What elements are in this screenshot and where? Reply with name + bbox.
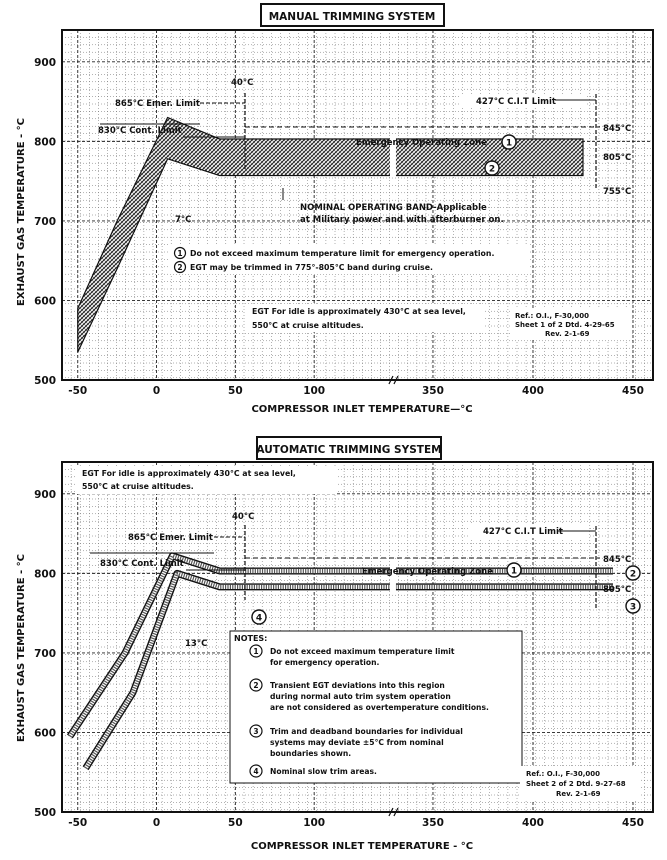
chart-1-xlabel: COMPRESSOR INLET TEMPERATURE—°C [251, 404, 473, 415]
c2-ref-2: Sheet 2 of 2 Dtd. 9-27-68 [526, 780, 626, 788]
c1-note-1-num: 1 [177, 249, 183, 258]
c2-r845: 845°C [603, 555, 632, 565]
c2-n1-1: Do not exceed maximum temperature limit [270, 647, 455, 656]
x-tick-label: -50 [68, 385, 88, 397]
c1-note-2-num: 2 [177, 263, 183, 272]
c2-emer-limit: 865°C Emer. Limit [128, 533, 213, 543]
c2-n2-1: Transient EGT deviations into this region [270, 681, 445, 690]
c2-n3-1: Trim and deadband boundaries for individual [270, 727, 463, 736]
c2-circle-2-label: 2 [629, 569, 637, 580]
y-tick-label: 700 [34, 215, 56, 228]
c1-note-1: Do not exceed maximum temperature limit for emergency operation. [190, 249, 495, 258]
c1-seven: 7°C [175, 215, 192, 225]
x-tick-label: 400 [522, 817, 544, 829]
c1-emergency-zone: Emergency Operating Zone [356, 138, 487, 148]
chart-2-xlabel: COMPRESSOR INLET TEMPERATURE - °C [250, 841, 474, 852]
c2-n4-num: 4 [253, 767, 259, 776]
c2-idle-1: EGT For idle is approximately 430°C at sea level, [82, 469, 296, 478]
c2-cont-limit: 830°C Cont. Limit [100, 559, 184, 569]
y-tick-label: 900 [34, 56, 56, 69]
x-tick-label: 0 [152, 385, 161, 397]
c1-forty: 40°C [231, 78, 254, 88]
chart-1-title: MANUAL TRIMMING SYSTEM [268, 11, 436, 23]
c1-nominal-1: NOMINAL OPERATING BAND-Applicable [300, 203, 487, 213]
c1-r845: 845°C [603, 124, 632, 134]
c2-n2-3: are not considered as overtemperature conditions. [270, 703, 489, 712]
c2-emergency-zone: Emergency Operating Zone [362, 567, 493, 577]
x-tick-label: 350 [422, 385, 444, 397]
x-tick-label: 0 [152, 817, 161, 829]
y-tick-label: 600 [34, 295, 56, 308]
c2-n2-2: during normal auto trim system operation [270, 692, 451, 701]
c1-r805: 805°C [603, 153, 632, 163]
chart-2-title: AUTOMATIC TRIMMING SYSTEM [256, 444, 442, 456]
c1-r755: 755°C [603, 187, 632, 197]
c1-ref-2: Sheet 1 of 2 Dtd. 4-29-65 [515, 321, 615, 329]
c2-n3-num: 3 [253, 727, 259, 736]
c1-ref-1: Ref.: O.I., F-30,000 [515, 312, 589, 320]
chart-1-ylabel: EXHAUST GAS TEMPERATURE - °C [16, 118, 27, 306]
c1-note-2: EGT may be trimmed in 775°-805°C band during cruise. [190, 263, 433, 272]
c1-cont-limit: 830°C Cont. Limit [98, 126, 182, 136]
x-tick-label: 100 [303, 817, 326, 829]
y-tick-label: 800 [34, 136, 56, 149]
c2-n3-2: systems may deviate ±5°C from nominal [270, 738, 444, 747]
x-tick-label: 450 [622, 817, 644, 829]
y-tick-label: 700 [34, 647, 56, 660]
c1-cit-limit: 427°C C.I.T Limit [476, 97, 556, 107]
c1-idle-1: EGT For idle is approximately 430°C at sea level, [252, 307, 466, 316]
x-tick-label: 100 [303, 385, 326, 397]
chart-automatic [16, 437, 653, 852]
c2-circle-4-label: 4 [255, 613, 263, 624]
c2-n1-2: for emergency operation. [270, 658, 380, 667]
c2-n1-num: 1 [253, 647, 259, 656]
y-tick-label: 600 [34, 727, 56, 740]
y-tick-label: 900 [34, 488, 56, 501]
c1-nominal-2: at Military power and with afterburner on. [300, 215, 504, 225]
c2-ref-3: Rev. 2-1-69 [556, 790, 601, 798]
c1-circle-1-label: 1 [505, 138, 513, 149]
x-tick-label: 350 [422, 817, 444, 829]
x-tick-label: 450 [622, 385, 644, 397]
x-tick-label: 50 [228, 817, 243, 829]
c2-thirteen: 13°C [185, 639, 208, 649]
c1-circle-2-label: 2 [488, 164, 496, 175]
c2-idle-2: 550°C at cruise altitudes. [82, 482, 194, 491]
chart-2-ylabel: EXHAUST GAS TEMPERATURE - °C [16, 554, 27, 742]
c2-forty: 40°C [232, 512, 255, 522]
x-tick-label: -50 [68, 817, 88, 829]
c2-circle-3-label: 3 [629, 602, 637, 613]
c2-n4: Nominal slow trim areas. [270, 767, 377, 776]
c2-n2-num: 2 [253, 681, 259, 690]
y-tick-label: 500 [34, 807, 56, 819]
y-tick-label: 500 [34, 375, 56, 387]
x-tick-label: 400 [522, 385, 544, 397]
c2-n3-3: boundaries shown. [270, 749, 352, 758]
c2-circle-1-label: 1 [510, 566, 518, 577]
y-tick-label: 800 [34, 568, 56, 581]
c1-idle-2: 550°C at cruise altitudes. [252, 321, 364, 330]
chart-manual [16, 4, 653, 415]
c1-ref-3: Rev. 2-1-69 [545, 330, 590, 338]
c2-cit-limit: 427°C C.I.T Limit [483, 527, 563, 537]
c2-ref-1: Ref.: O.I., F-30,000 [526, 770, 600, 778]
c2-notes-title: NOTES: [234, 634, 268, 643]
c2-r805: 805°C [603, 585, 632, 595]
c1-emer-limit: 865°C Emer. Limit [115, 99, 200, 109]
x-tick-label: 50 [228, 385, 243, 397]
